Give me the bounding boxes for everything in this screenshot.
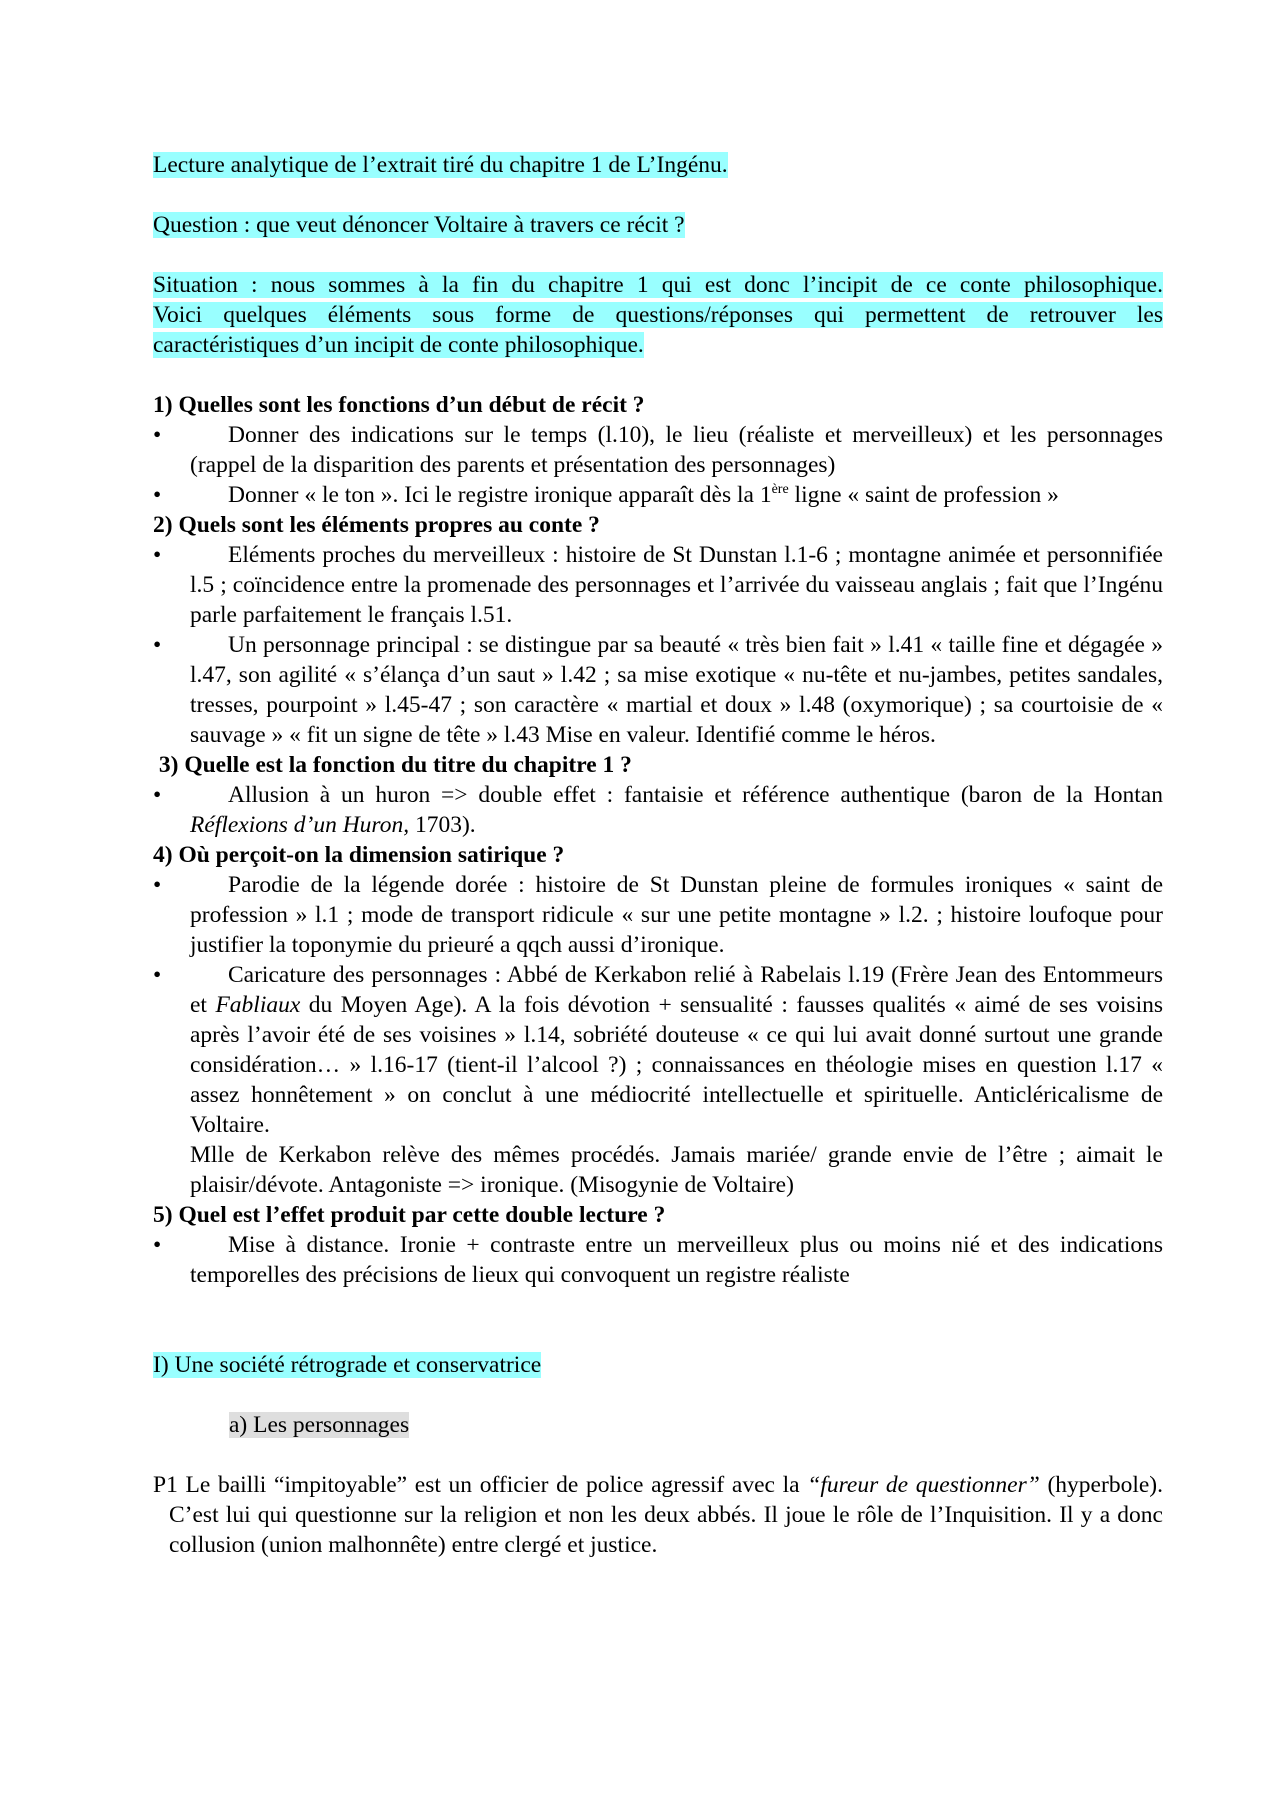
subsection-a-title: a) Les personnages — [229, 1412, 410, 1438]
q4-bullet-1-text: Parodie de la légende dorée : histoire de St Dunstan pleine de formules ironiques « saint de profession » l.1 ; mode de transport ridicule « sur une petite montagne » l.2. ; histoire loufoque pour justifier la toponymie du prieuré a qqch aussi d’ironique. — [190, 872, 1163, 958]
q4-bullet-2-extra: Mlle de Kerkabon relève des mêmes procédés. Jamais mariée/ grande envie de l’être ; aimait le plaisir/dévote. Antagoniste => ironique. (Misogynie de Voltaire) — [190, 1142, 1163, 1198]
question-3-heading: 3) Quelle est la fonction du titre du chapitre 1 ? — [158, 752, 632, 778]
doc-title-line — [153, 150, 1163, 180]
question-2-heading: 2) Quels sont les éléments propres au conte ? — [153, 512, 600, 538]
situation-line-1: Situation : nous sommes à la fin du chapitre 1 qui est donc l’incipit de ce conte philosophique. — [153, 272, 1163, 298]
question-4-heading: 4) Où perçoit-on la dimension satirique ? — [153, 842, 565, 868]
question-5-heading: 5) Quel est l’effet produit par cette double lecture ? — [153, 1202, 666, 1228]
bullet-icon: • — [153, 1232, 162, 1258]
bullet-icon: • — [153, 542, 162, 568]
bullet-icon: • — [153, 962, 162, 988]
fabliaux-italic: Fabliaux — [215, 992, 301, 1018]
subsection-a-line — [153, 1410, 1163, 1440]
quote-italic: “fureur de questionner” — [807, 1472, 1040, 1498]
section-1-title: I) Une société rétrograde et conservatrice — [153, 1352, 542, 1378]
situation-line-3: caractéristiques d’un incipit de conte philosophique. — [153, 332, 644, 358]
paragraph-p1: P1 Le bailli “impitoyable” est un officier de police agressif avec la “fureur de questionner” (hyperbole). C’est lui qui questionne sur la religion et non les deux abbés. Il joue le rôle de l’Inquisition. Il y a donc collusion (union malhonnête) entre clergé et justice. — [153, 1472, 1163, 1558]
document-body — [153, 150, 1163, 1560]
q2-bullet-1-text: Eléments proches du merveilleux : histoire de St Dunstan l.1-6 ; montagne animée et personnifiée l.5 ; coïncidence entre la promenade des personnages et l’arrivée du vaisseau anglais ; fait que l’Ingénu parle parfaitement le français l.51. — [190, 542, 1163, 628]
list-item — [153, 420, 1163, 480]
section-1-title-line — [153, 1350, 1163, 1380]
list-item: • Allusion à un huron => double effet : fantaisie et référence authentique (baron de la Hontan Réflexions d’un Huron, 1703). — [153, 782, 1163, 838]
question-1-heading: 1) Quelles sont les fonctions d’un début de récit ? — [153, 392, 645, 418]
bullet-icon: • — [153, 422, 162, 448]
doc-title: Lecture analytique de l’extrait tiré du chapitre 1 de L’Ingénu. — [153, 152, 728, 178]
main-question: Question : que veut dénoncer Voltaire à travers ce récit ? — [153, 212, 685, 238]
list-item — [153, 1230, 1163, 1290]
question-line — [153, 210, 1163, 240]
bullet-icon: • — [153, 872, 162, 898]
bullet-icon: • — [153, 782, 162, 808]
bullet-icon: • — [153, 482, 162, 508]
situation-line-2: Voici quelques éléments sous forme de questions/réponses qui permettent de retrouver les — [153, 302, 1163, 328]
q5-bullet-1-text: Mise à distance. Ironie + contraste entre un merveilleux plus ou moins nié et des indications temporelles des précisions de lieux qui convoquent un registre réaliste — [190, 1232, 1163, 1288]
list-item — [153, 870, 1163, 960]
q1-bullet-1-text: Donner des indications sur le temps (l.10), le lieu (réaliste et merveilleux) et les personnages (rappel de la disparition des parents et présentation des personnages) — [190, 422, 1163, 478]
book-title: Réflexions d’un Huron, — [190, 812, 410, 838]
list-item: • Caricature des personnages : Abbé de Kerkabon relié à Rabelais l.19 (Frère Jean des Entommeurs et Fabliaux du Moyen Age). A la fois dévotion + sensualité : fausses qualités « aimé de ses voisins après l’avoir été de ses voisines » l.14, sobriété douteuse « ce qui lui avait donné surtout une grande considération… » l.16-17 (tient-il l’alcool ?) ; connaissances en théologie mises en question l.17 « assez honnêtement » on conclut à une médiocrité intellectuelle et spirituelle. Anticléricalisme de Voltaire. Mlle de Kerkabon relève des mêmes procédés. Jamais mariée/ grande envie de l’être ; aimait le plaisir/dévote. Antagoniste => ironique. (Misogynie de Voltaire) — [153, 962, 1163, 1198]
list-item — [153, 630, 1163, 750]
situation-paragraph — [153, 270, 1163, 360]
list-item — [153, 540, 1163, 630]
list-item: • Donner « le ton ». Ici le registre ironique apparaît dès la 1ère ligne « saint de profession » — [153, 482, 1059, 508]
bullet-icon: • — [153, 632, 162, 658]
superscript: ère — [771, 482, 789, 497]
q2-bullet-2-text: Un personnage principal : se distingue par sa beauté « très bien fait » l.41 « taille fine et dégagée » l.47, son agilité « s’élança d’un saut » l.42 ; sa mise exotique « nu-tête et nu-jambes, petites sandales, tresses, pourpoint » l.45-47 ; son caractère « martial et doux » l.48 (oxymorique) ; sa courtoisie de « sauvage » « fit un signe de tête » l.43 Mise en valeur. Identifié comme le héros. — [190, 632, 1163, 748]
